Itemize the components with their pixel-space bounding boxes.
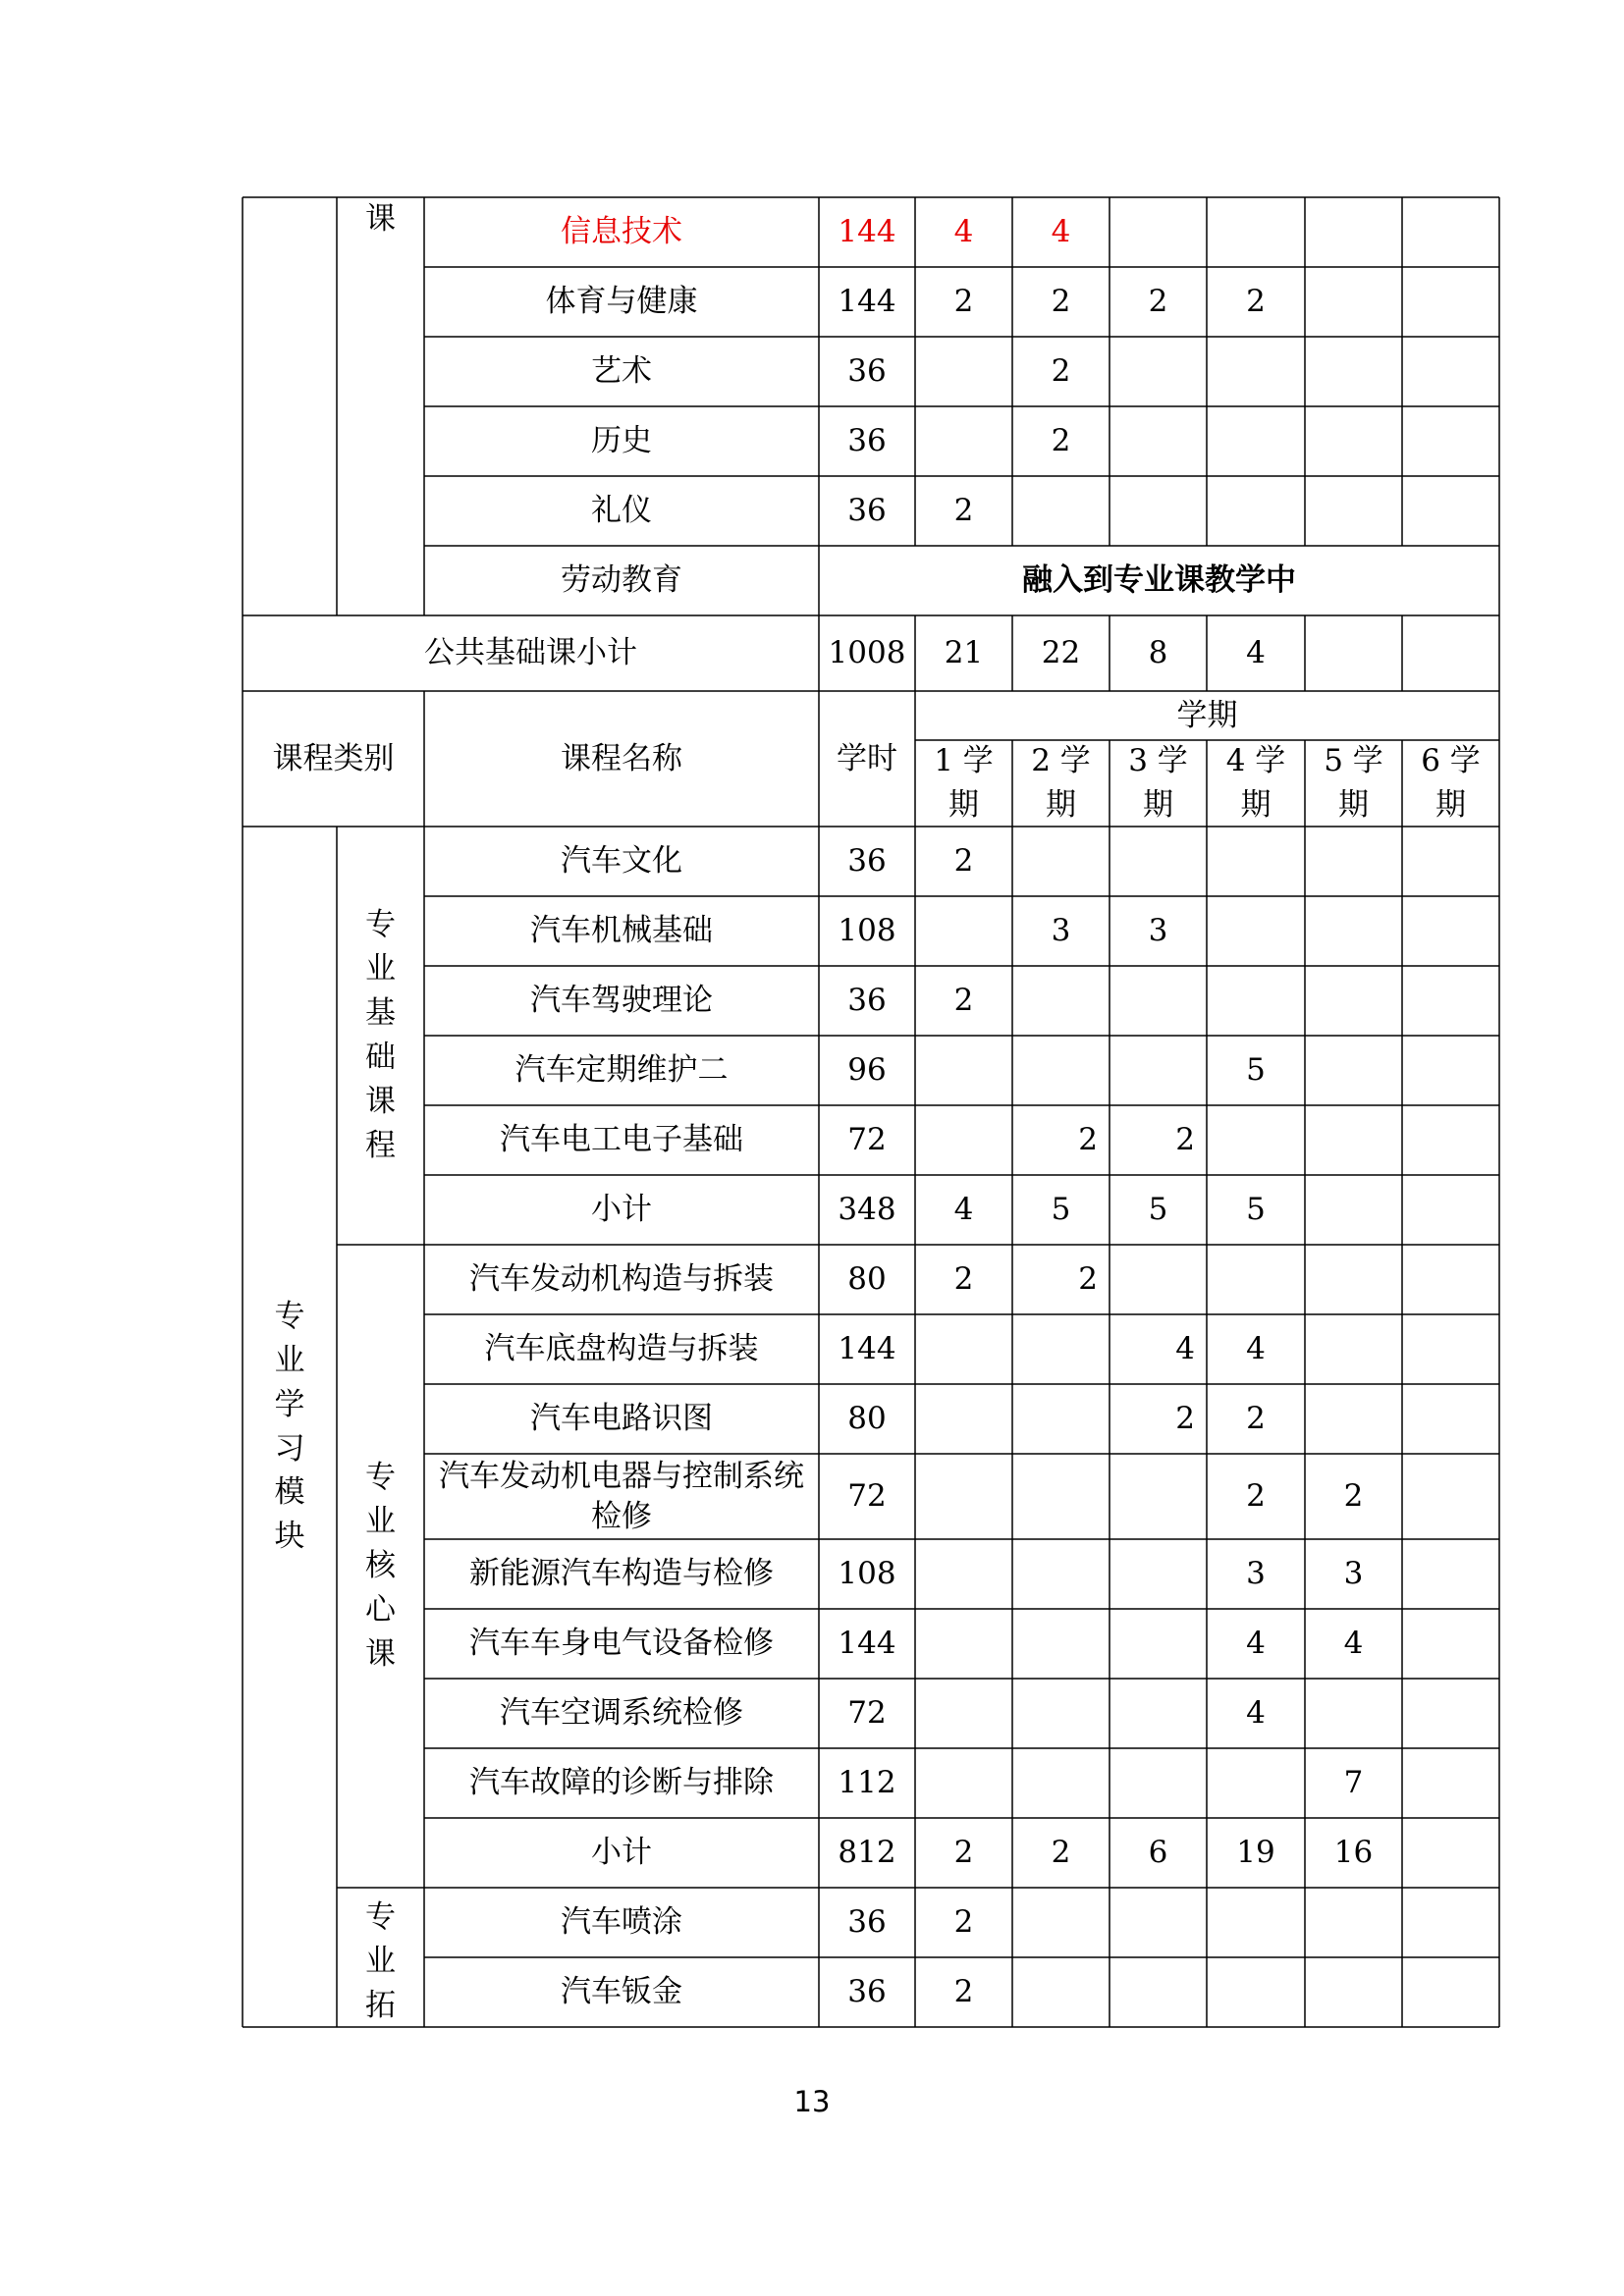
semester-hours-cell: 8 (1148, 635, 1168, 671)
semester-hours-cell: 4 (1343, 1626, 1364, 1662)
semester-hours-cell: 4 (1246, 1626, 1266, 1662)
semester-hours-cell: 5 (1246, 1052, 1266, 1089)
course-name-cell: 新能源汽车构造与检修 (469, 1556, 774, 1592)
course-name-cell: 体育与健康 (545, 284, 698, 320)
course-name-cell: 礼仪 (591, 493, 652, 529)
semester-hours-cell: 3 (1246, 1556, 1266, 1592)
course-hours-cell: 348 (838, 1192, 896, 1228)
semester-hours-cell: 5 (1246, 1192, 1266, 1228)
semester-hours-cell: 3 (1343, 1556, 1364, 1592)
course-name-cell: 汽车喷涂 (561, 1904, 682, 1941)
course-name-cell: 汽车发动机构造与拆装 (469, 1261, 774, 1298)
semester-hours-cell: 2 (1051, 1835, 1071, 1871)
semester-hours-cell: 2 (1246, 1401, 1266, 1437)
course-name-cell: 汽车定期维护二 (514, 1052, 729, 1089)
course-hours-cell: 108 (838, 913, 896, 949)
category-label-cell: 课 (365, 201, 396, 237)
course-name-cell: 历史 (591, 423, 652, 459)
header-semester-2-cell: 2 学 期 (1031, 743, 1091, 823)
category-label-cell: 专 业 核 心 课 (365, 1460, 396, 1672)
semester-hours-cell: 2 (1051, 284, 1071, 320)
semester-hours-cell: 4 (1246, 1695, 1266, 1732)
semester-hours-cell: 4 (1175, 1331, 1195, 1367)
semester-hours-cell: 4 (1246, 635, 1266, 671)
course-hours-cell: 36 (847, 423, 887, 459)
subtotal-hours-cell: 1008 (828, 635, 906, 671)
course-hours-cell: 108 (838, 1556, 896, 1592)
course-name-cell: 汽车电路识图 (530, 1401, 713, 1437)
semester-hours-cell: 2 (1078, 1122, 1098, 1158)
header-semester-1-cell: 1 学 期 (934, 743, 994, 823)
course-name-cell: 汽车空调系统检修 (500, 1695, 743, 1732)
course-hours-cell: 72 (847, 1478, 887, 1515)
course-hours-cell: 96 (847, 1052, 887, 1089)
semester-hours-cell: 5 (1051, 1192, 1071, 1228)
semester-hours-cell: 2 (1148, 284, 1168, 320)
course-hours-cell: 80 (847, 1401, 887, 1437)
course-hours-cell: 112 (838, 1765, 896, 1801)
course-name-cell: 小计 (591, 1192, 652, 1228)
course-hours-cell: 36 (847, 353, 887, 390)
semester-hours-cell: 4 (1246, 1331, 1266, 1367)
course-hours-cell: 144 (838, 284, 896, 320)
semester-hours-cell: 2 (1051, 353, 1071, 390)
course-hours-cell: 36 (847, 983, 887, 1019)
course-hours-cell: 72 (847, 1122, 887, 1158)
module-label-cell: 专 业 学 习 模 块 (274, 1298, 305, 1555)
course-hours-cell: 72 (847, 1695, 887, 1732)
course-hours-cell: 36 (847, 1904, 887, 1941)
header-semester-cell: 学期 (1176, 697, 1238, 733)
semester-hours-cell: 22 (1041, 635, 1081, 671)
course-name-cell: 信息技术 (561, 214, 682, 250)
semester-hours-cell: 2 (1343, 1478, 1364, 1515)
category-label-cell: 专 业 基 础 课 程 (365, 907, 396, 1163)
header-category-cell: 课程类别 (272, 740, 395, 776)
header-semester-5-cell: 5 学 期 (1324, 743, 1383, 823)
merged-note-cell: 融入到专业课教学中 (1022, 562, 1296, 599)
semester-hours-cell: 6 (1148, 1835, 1168, 1871)
course-hours-cell: 144 (838, 1331, 896, 1367)
course-hours-cell: 36 (847, 1974, 887, 2010)
header-hours-cell: 学时 (837, 740, 897, 776)
course-name-cell: 小计 (591, 1835, 652, 1871)
semester-hours-cell: 3 (1051, 913, 1071, 949)
semester-hours-cell: 2 (953, 493, 974, 529)
course-hours-cell: 36 (847, 843, 887, 880)
course-name-cell: 汽车车身电气设备检修 (469, 1626, 774, 1662)
course-name-cell: 汽车电工电子基础 (500, 1122, 743, 1158)
course-name-cell: 汽车文化 (561, 843, 682, 880)
page-number: 13 (793, 2085, 831, 2118)
semester-hours-cell: 19 (1236, 1835, 1275, 1871)
course-hours-cell: 80 (847, 1261, 887, 1298)
course-hours-cell: 36 (847, 493, 887, 529)
semester-hours-cell: 2 (953, 1261, 974, 1298)
semester-hours-cell: 2 (1246, 1478, 1266, 1515)
semester-hours-cell: 2 (953, 983, 974, 1019)
subtotal-label-cell: 公共基础课小计 (424, 635, 637, 671)
semester-hours-cell: 2 (953, 284, 974, 320)
semester-hours-cell: 7 (1343, 1765, 1364, 1801)
category-label-cell: 专 业 拓 (365, 1899, 396, 2023)
semester-hours-cell: 5 (1148, 1192, 1168, 1228)
semester-hours-cell: 21 (944, 635, 984, 671)
course-hours-cell: 144 (838, 1626, 896, 1662)
course-name-cell: 汽车发动机电器与控制系统检修 (439, 1459, 804, 1534)
semester-hours-cell: 2 (1175, 1122, 1195, 1158)
course-name-cell: 劳动教育 (561, 562, 682, 599)
semester-hours-cell: 4 (1051, 214, 1071, 250)
course-hours-cell: 144 (838, 214, 896, 250)
course-name-cell: 汽车驾驶理论 (530, 983, 713, 1019)
course-name-cell: 汽车底盘构造与拆装 (484, 1331, 759, 1367)
course-name-cell: 艺术 (591, 353, 652, 390)
semester-hours-cell: 4 (953, 214, 974, 250)
semester-hours-cell: 2 (953, 843, 974, 880)
semester-hours-cell: 3 (1148, 913, 1168, 949)
course-name-cell: 汽车机械基础 (530, 913, 713, 949)
semester-hours-cell: 4 (953, 1192, 974, 1228)
header-semester-3-cell: 3 学 期 (1128, 743, 1188, 823)
semester-hours-cell: 2 (1246, 284, 1266, 320)
semester-hours-cell: 2 (953, 1974, 974, 2010)
semester-hours-cell: 2 (953, 1835, 974, 1871)
semester-hours-cell: 2 (1175, 1401, 1195, 1437)
course-hours-cell: 812 (838, 1835, 896, 1871)
header-course-cell: 课程名称 (561, 740, 682, 776)
semester-hours-cell: 2 (1051, 423, 1071, 459)
semester-hours-cell: 16 (1333, 1835, 1374, 1871)
course-name-cell: 汽车故障的诊断与排除 (469, 1765, 774, 1801)
course-name-cell: 汽车钣金 (561, 1974, 682, 2010)
header-semester-4-cell: 4 学 期 (1225, 743, 1286, 823)
semester-hours-cell: 2 (953, 1904, 974, 1941)
header-semester-6-cell: 6 学 期 (1421, 743, 1481, 823)
semester-hours-cell: 2 (1078, 1261, 1098, 1298)
